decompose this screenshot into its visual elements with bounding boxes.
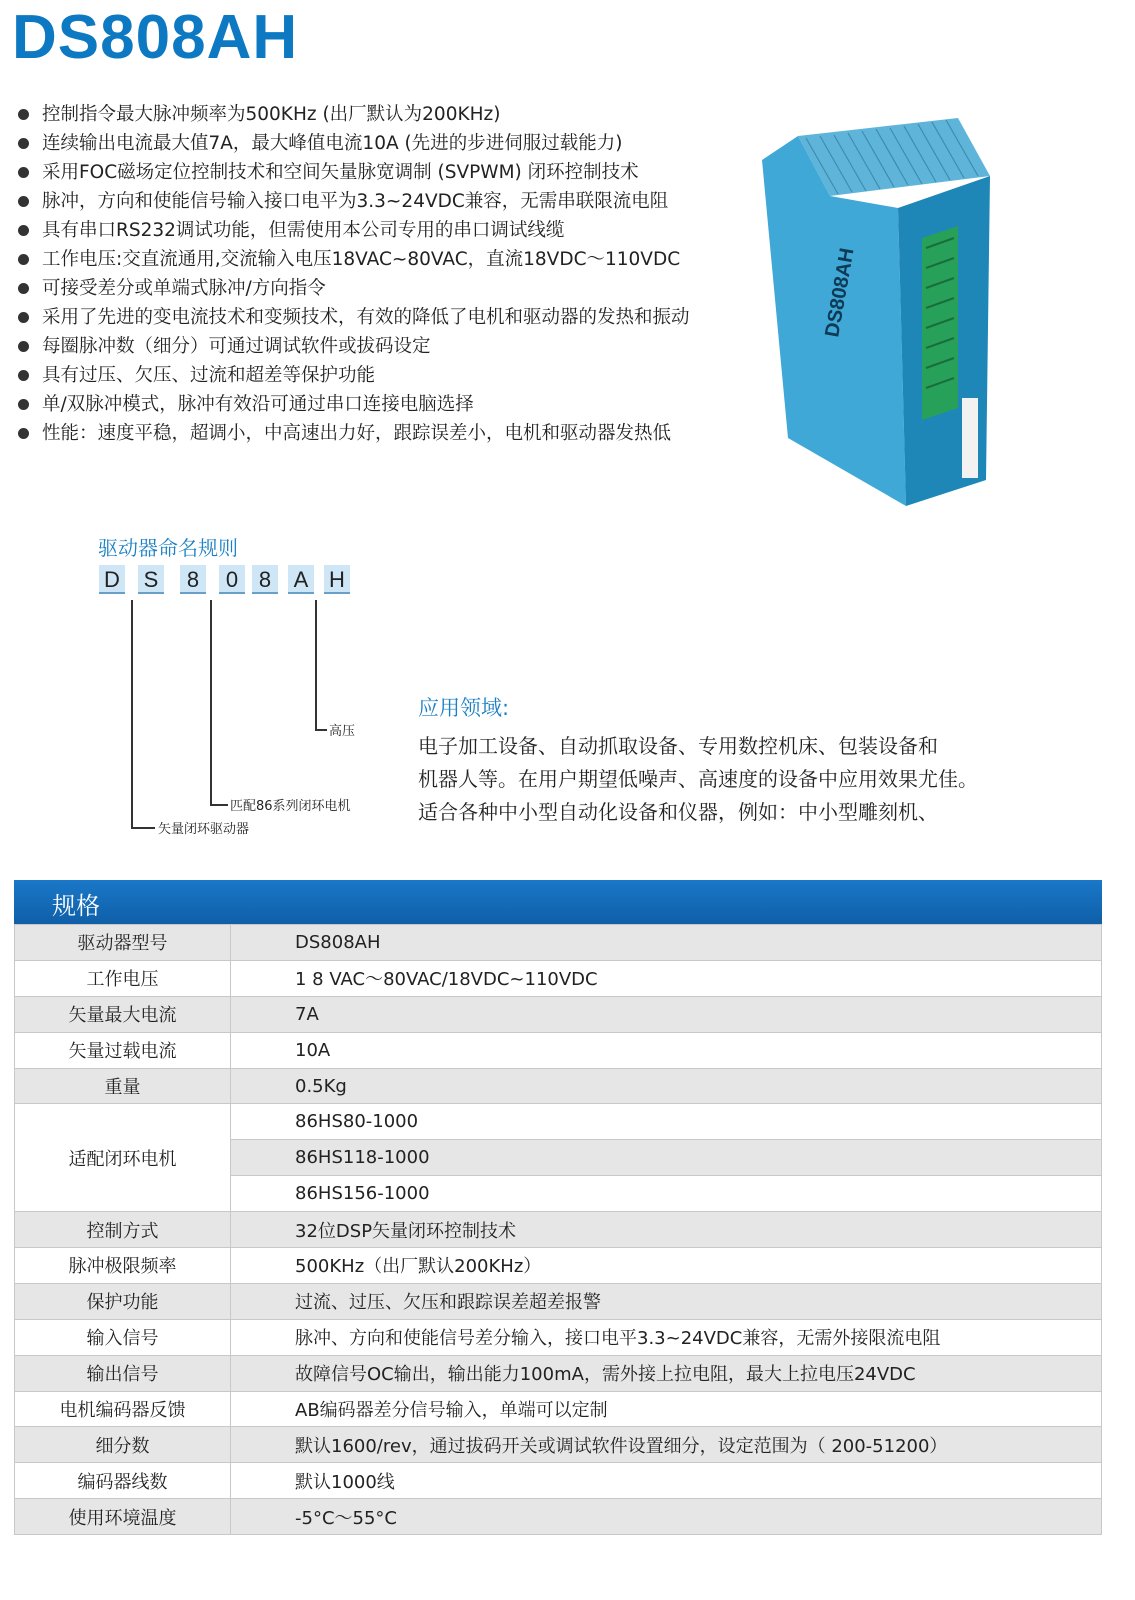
table-row [15,1463,1102,1499]
spec-title: 规格 [52,892,100,920]
table-row [15,1248,1102,1284]
product-image [758,108,998,513]
feature-list [14,100,744,448]
application-text: 电子加工设备、自动抓取设备、专用数控机床、包装设备和 [418,734,938,758]
spec-key: 细分数 [15,1427,231,1463]
spec-value: 故障信号OC输出，输出能力100mA，需外接上拉电阻，最大上拉电压24VDC [231,1355,1102,1391]
table-row [15,996,1102,1032]
bullet-icon [18,225,29,236]
table-row [15,1104,1102,1140]
bullet-icon [18,138,29,149]
feature-item: 工作电压:交直流通用,交流输入电压18VAC~80VAC，直流18VDC～110VDC [14,245,744,274]
naming-title: 驱动器命名规则 [98,536,238,560]
table-row [15,1068,1102,1104]
spec-key: 脉冲极限频率 [15,1248,231,1284]
connector-line [210,804,228,806]
bullet-icon [18,109,29,120]
spec-key: 矢量最大电流 [15,996,231,1032]
spec-key: 保护功能 [15,1283,231,1319]
application-text: 适合各种中小型自动化设备和仪器，例如：中小型雕刻机、 [418,800,938,824]
naming-label-high-voltage: 高压 [329,724,356,739]
bullet-icon [18,428,29,439]
bullet-icon [18,341,29,352]
spec-value: 32位DSP矢量闭环控制技术 [231,1212,1102,1248]
spec-value: 86HS156-1000 [231,1176,1102,1212]
table-row [15,1283,1102,1319]
product-label: DS808AH [821,246,859,339]
naming-label-motor-match: 匹配86系列闭环电机 [230,799,351,814]
connector-line [131,827,155,829]
spec-value: 脉冲、方向和使能信号差分输入，接口电平3.3~24VDC兼容，无需外接限流电阻 [231,1319,1102,1355]
table-row [15,1355,1102,1391]
feature-item: 控制指令最大脉冲频率为500KHz (出厂默认为200KHz) [14,100,744,129]
table-row [15,925,1102,961]
bullet-icon [18,312,29,323]
spec-key: 电机编码器反馈 [15,1391,231,1427]
connector-line [315,600,317,730]
spec-key: 适配闭环电机 [15,1104,231,1212]
bullet-icon [18,167,29,178]
feature-item: 具有过压、欠压、过流和超差等保护功能 [14,361,744,390]
spec-value: 7A [231,996,1102,1032]
spec-value: -5°C～55°C [231,1499,1102,1535]
spec-key: 驱动器型号 [15,925,231,961]
spec-value: DS808AH [231,925,1102,961]
spec-value: 默认1600/rev，通过拔码开关或调试软件设置细分，设定范围为（ 200-51200） [231,1427,1102,1463]
code-char: 8 [180,565,206,594]
bullet-icon [18,196,29,207]
table-row [15,960,1102,996]
application-title: 应用领域: [418,696,510,720]
spec-value: AB编码器差分信号输入，单端可以定制 [231,1391,1102,1427]
bullet-icon [18,254,29,265]
spec-value: 10A [231,1032,1102,1068]
spec-key: 矢量过载电流 [15,1032,231,1068]
spec-table [14,924,1102,1535]
feature-item: 脉冲，方向和使能信号输入接口电平为3.3~24VDC兼容，无需串联限流电阻 [14,187,744,216]
table-row [15,1319,1102,1355]
spec-key: 输出信号 [15,1355,231,1391]
feature-item: 采用了先进的变电流技术和变频技术，有效的降低了电机和驱动器的发热和振动 [14,303,744,332]
spec-value: 0.5Kg [231,1068,1102,1104]
table-row [15,1427,1102,1463]
feature-item: 具有串口RS232调试功能，但需使用本公司专用的串口调试线缆 [14,216,744,245]
code-char: 0 [219,565,245,594]
bullet-icon [18,283,29,294]
page-title: DS808AH [12,3,299,72]
code-char: A [288,565,314,594]
table-row [15,1391,1102,1427]
feature-item: 可接受差分或单端式脉冲/方向指令 [14,274,744,303]
table-row [15,1032,1102,1068]
spec-value: 86HS80-1000 [231,1104,1102,1140]
spec-key: 重量 [15,1068,231,1104]
bullet-icon [18,370,29,381]
code-char: 8 [252,565,278,594]
feature-item: 采用FOC磁场定位控制技术和空间矢量脉宽调制 (SVPWM) 闭环控制技术 [14,158,744,187]
bullet-icon [18,399,29,410]
naming-label-driver-type: 矢量闭环驱动器 [158,822,250,837]
spec-key: 编码器线数 [15,1463,231,1499]
spec-key: 输入信号 [15,1319,231,1355]
code-char: H [324,565,350,594]
spec-value: 86HS118-1000 [231,1140,1102,1176]
feature-item: 每圈脉冲数（细分）可通过调试软件或拔码设定 [14,332,744,361]
table-row [15,1212,1102,1248]
connector-line [315,729,327,731]
connector-line [131,600,133,828]
connector-line [210,600,212,805]
spec-value: 500KHz（出厂默认200KHz） [231,1248,1102,1284]
code-char: D [99,565,125,594]
application-text: 机器人等。在用户期望低噪声、高速度的设备中应用效果尤佳。 [418,767,978,791]
spec-key: 工作电压 [15,960,231,996]
spec-header [14,880,1102,924]
code-char: S [138,565,164,594]
spec-value: 1 8 VAC～80VAC/18VDC~110VDC [231,960,1102,996]
spec-value: 默认1000线 [231,1463,1102,1499]
feature-item: 连续输出电流最大值7A，最大峰值电流10A (先进的步进伺服过载能力) [14,129,744,158]
table-row [15,1499,1102,1535]
spec-key: 控制方式 [15,1212,231,1248]
feature-item: 性能：速度平稳，超调小，中高速出力好，跟踪误差小，电机和驱动器发热低 [14,419,744,448]
spec-key: 使用环境温度 [15,1499,231,1535]
feature-item: 单/双脉冲模式，脉冲有效沿可通过串口连接电脑选择 [14,390,744,419]
spec-value: 过流、过压、欠压和跟踪误差超差报警 [231,1283,1102,1319]
